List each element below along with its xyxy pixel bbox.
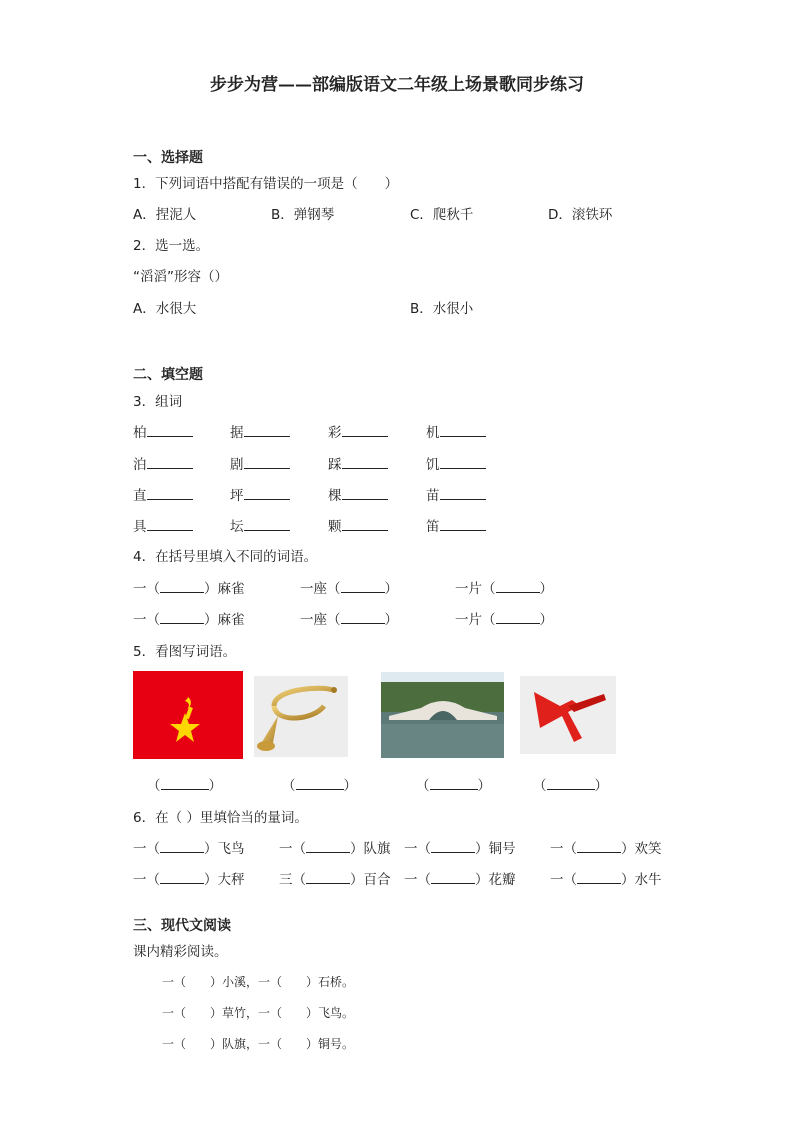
q6-suffix: ）飞鸟: [204, 841, 245, 857]
answer-blank[interactable]: [431, 840, 475, 853]
q1-option-a: A．捏泥人: [133, 207, 197, 223]
answer-blank[interactable]: [244, 456, 290, 469]
q2-option-b: B．水很小: [410, 301, 474, 317]
word-char: 彩: [328, 425, 342, 441]
word-char: 颗: [328, 519, 342, 535]
image-answer-paren: [282, 774, 357, 794]
page-title: 步步为营——部编版语文二年级上场景歌同步练习: [210, 75, 584, 95]
q4-item: [455, 577, 553, 597]
word-char: 具: [133, 519, 147, 535]
q6-suffix: ）铜号: [475, 841, 516, 857]
section-heading-fill: 二、填空题: [133, 367, 203, 383]
answer-blank[interactable]: [160, 611, 204, 624]
answer-blank[interactable]: [160, 840, 204, 853]
q6-item: [404, 837, 516, 857]
question-2-sub: “滔滔”形容（）: [133, 269, 228, 285]
answer-blank[interactable]: [496, 580, 540, 593]
paren-close: ）: [208, 778, 222, 794]
q1-option-b: B．弹钢琴: [271, 207, 335, 223]
word-cell: [133, 515, 193, 535]
q4-item: [133, 577, 245, 597]
answer-blank[interactable]: [440, 456, 486, 469]
answer-blank[interactable]: [342, 424, 388, 437]
paren-open: （: [282, 778, 296, 794]
word-char: 踩: [328, 457, 342, 473]
q6-suffix: ）欢笑: [621, 841, 662, 857]
q4-prefix: 一片（: [455, 581, 496, 597]
question-2: 2．选一选。: [133, 238, 210, 254]
red-flag-image: [133, 671, 243, 759]
q4-suffix: ）: [539, 581, 553, 597]
paren-open: （: [533, 778, 547, 794]
q4-suffix: ）: [539, 612, 553, 628]
q4-item: [455, 608, 553, 628]
answer-blank[interactable]: [342, 456, 388, 469]
word-cell: [328, 515, 388, 535]
reading-intro: 课内精彩阅读。: [133, 944, 228, 960]
paren-close: ）: [594, 778, 608, 794]
q6-prefix: 一（: [279, 841, 306, 857]
section-heading-reading: 三、现代文阅读: [133, 918, 231, 934]
word-cell: [426, 515, 486, 535]
q4-suffix: ）麻雀: [204, 612, 245, 628]
q4-prefix: 一座（: [300, 581, 341, 597]
stone-bridge-image: [381, 672, 504, 758]
image-answer-paren: [147, 774, 222, 794]
word-char: 棵: [328, 488, 342, 504]
q4-item: [300, 577, 398, 597]
q4-prefix: 一座（: [300, 612, 341, 628]
answer-blank[interactable]: [244, 518, 290, 531]
paren-close: ）: [343, 778, 357, 794]
q6-suffix: ）水牛: [621, 872, 662, 888]
answer-blank[interactable]: [341, 611, 385, 624]
q4-suffix: ）: [384, 612, 398, 628]
section-heading-choice: 一、选择题: [133, 150, 203, 166]
q4-item: [300, 608, 398, 628]
answer-blank[interactable]: [430, 777, 478, 790]
answer-blank[interactable]: [306, 840, 350, 853]
q6-item: [550, 837, 662, 857]
q6-item: [404, 868, 516, 888]
star-torch-icon: [133, 671, 243, 759]
word-cell: [328, 421, 388, 441]
word-cell: [426, 421, 486, 441]
answer-blank[interactable]: [161, 777, 209, 790]
question-6: 6．在（ ）里填恰当的量词。: [133, 810, 308, 826]
word-cell: [230, 453, 290, 473]
word-char: 坛: [230, 519, 244, 535]
image-answer-paren: [416, 774, 491, 794]
q4-prefix: 一（: [133, 612, 160, 628]
word-char: 笛: [426, 519, 440, 535]
answer-blank[interactable]: [440, 487, 486, 500]
q6-item: [133, 837, 245, 857]
question-1: 1．下列词语中搭配有错误的一项是（ ）: [133, 176, 399, 192]
bugle-icon: [254, 676, 348, 757]
q6-item: [279, 868, 391, 888]
reading-line: 一（ ）小溪，一（ ）石桥。: [162, 975, 355, 989]
reading-line: 一（ ）草竹，一（ ）飞鸟。: [162, 1006, 355, 1020]
answer-blank[interactable]: [244, 424, 290, 437]
word-cell: [133, 421, 193, 441]
word-char: 苗: [426, 488, 440, 504]
word-char: 剧: [230, 457, 244, 473]
q6-prefix: 一（: [133, 872, 160, 888]
answer-blank[interactable]: [147, 456, 193, 469]
word-cell: [133, 484, 193, 504]
answer-blank[interactable]: [296, 777, 344, 790]
word-cell: [426, 484, 486, 504]
paren-close: ）: [477, 778, 491, 794]
q4-prefix: 一片（: [455, 612, 496, 628]
word-char: 据: [230, 425, 244, 441]
q6-item: [279, 837, 391, 857]
answer-blank[interactable]: [547, 777, 595, 790]
q4-suffix: ）: [384, 581, 398, 597]
word-cell: [230, 515, 290, 535]
answer-blank[interactable]: [147, 487, 193, 500]
q6-prefix: 一（: [133, 841, 160, 857]
answer-blank[interactable]: [341, 580, 385, 593]
bugle-image: [254, 676, 348, 757]
question-4: 4．在括号里填入不同的词语。: [133, 549, 318, 565]
q6-suffix: ）花瓣: [475, 872, 516, 888]
q6-item: [133, 868, 245, 888]
answer-blank[interactable]: [160, 580, 204, 593]
paren-open: （: [147, 778, 161, 794]
answer-blank[interactable]: [440, 424, 486, 437]
q6-prefix: 一（: [550, 841, 577, 857]
q1-option-c: C．爬秋千: [410, 207, 474, 223]
question-3: 3．组词: [133, 394, 183, 410]
answer-blank[interactable]: [440, 518, 486, 531]
answer-blank[interactable]: [244, 487, 290, 500]
q4-suffix: ）麻雀: [204, 581, 245, 597]
paren-open: （: [416, 778, 430, 794]
q6-item: [550, 868, 662, 888]
image-answer-paren: [533, 774, 608, 794]
word-cell: [328, 484, 388, 504]
red-scarf-icon: [520, 676, 616, 754]
question-5: 5．看图写词语。: [133, 644, 237, 660]
answer-blank[interactable]: [147, 424, 193, 437]
answer-blank[interactable]: [147, 518, 193, 531]
answer-blank[interactable]: [431, 871, 475, 884]
word-char: 饥: [426, 457, 440, 473]
word-char: 直: [133, 488, 147, 504]
q6-prefix: 一（: [404, 872, 431, 888]
answer-blank[interactable]: [577, 871, 621, 884]
answer-blank[interactable]: [496, 611, 540, 624]
word-char: 柏: [133, 425, 147, 441]
word-char: 泊: [133, 457, 147, 473]
q6-suffix: ）大秤: [204, 872, 245, 888]
answer-blank[interactable]: [306, 871, 350, 884]
word-char: 机: [426, 425, 440, 441]
q6-suffix: ）队旗: [350, 841, 391, 857]
q6-suffix: ）百合: [350, 872, 391, 888]
q4-prefix: 一（: [133, 581, 160, 597]
q6-prefix: 一（: [404, 841, 431, 857]
answer-blank[interactable]: [342, 518, 388, 531]
q2-option-a: A．水很大: [133, 301, 197, 317]
q6-prefix: 三（: [279, 872, 306, 888]
red-scarf-image: [520, 676, 616, 754]
word-char: 坪: [230, 488, 244, 504]
q4-item: [133, 608, 245, 628]
q6-prefix: 一（: [550, 872, 577, 888]
word-cell: [426, 453, 486, 473]
bridge-icon: [381, 672, 504, 758]
word-cell: [230, 484, 290, 504]
answer-blank[interactable]: [160, 871, 204, 884]
word-cell: [230, 421, 290, 441]
answer-blank[interactable]: [577, 840, 621, 853]
word-cell: [133, 453, 193, 473]
reading-line: 一（ ）队旗，一（ ）铜号。: [162, 1037, 355, 1051]
word-cell: [328, 453, 388, 473]
answer-blank[interactable]: [342, 487, 388, 500]
q1-option-d: D．滚铁环: [548, 207, 613, 223]
